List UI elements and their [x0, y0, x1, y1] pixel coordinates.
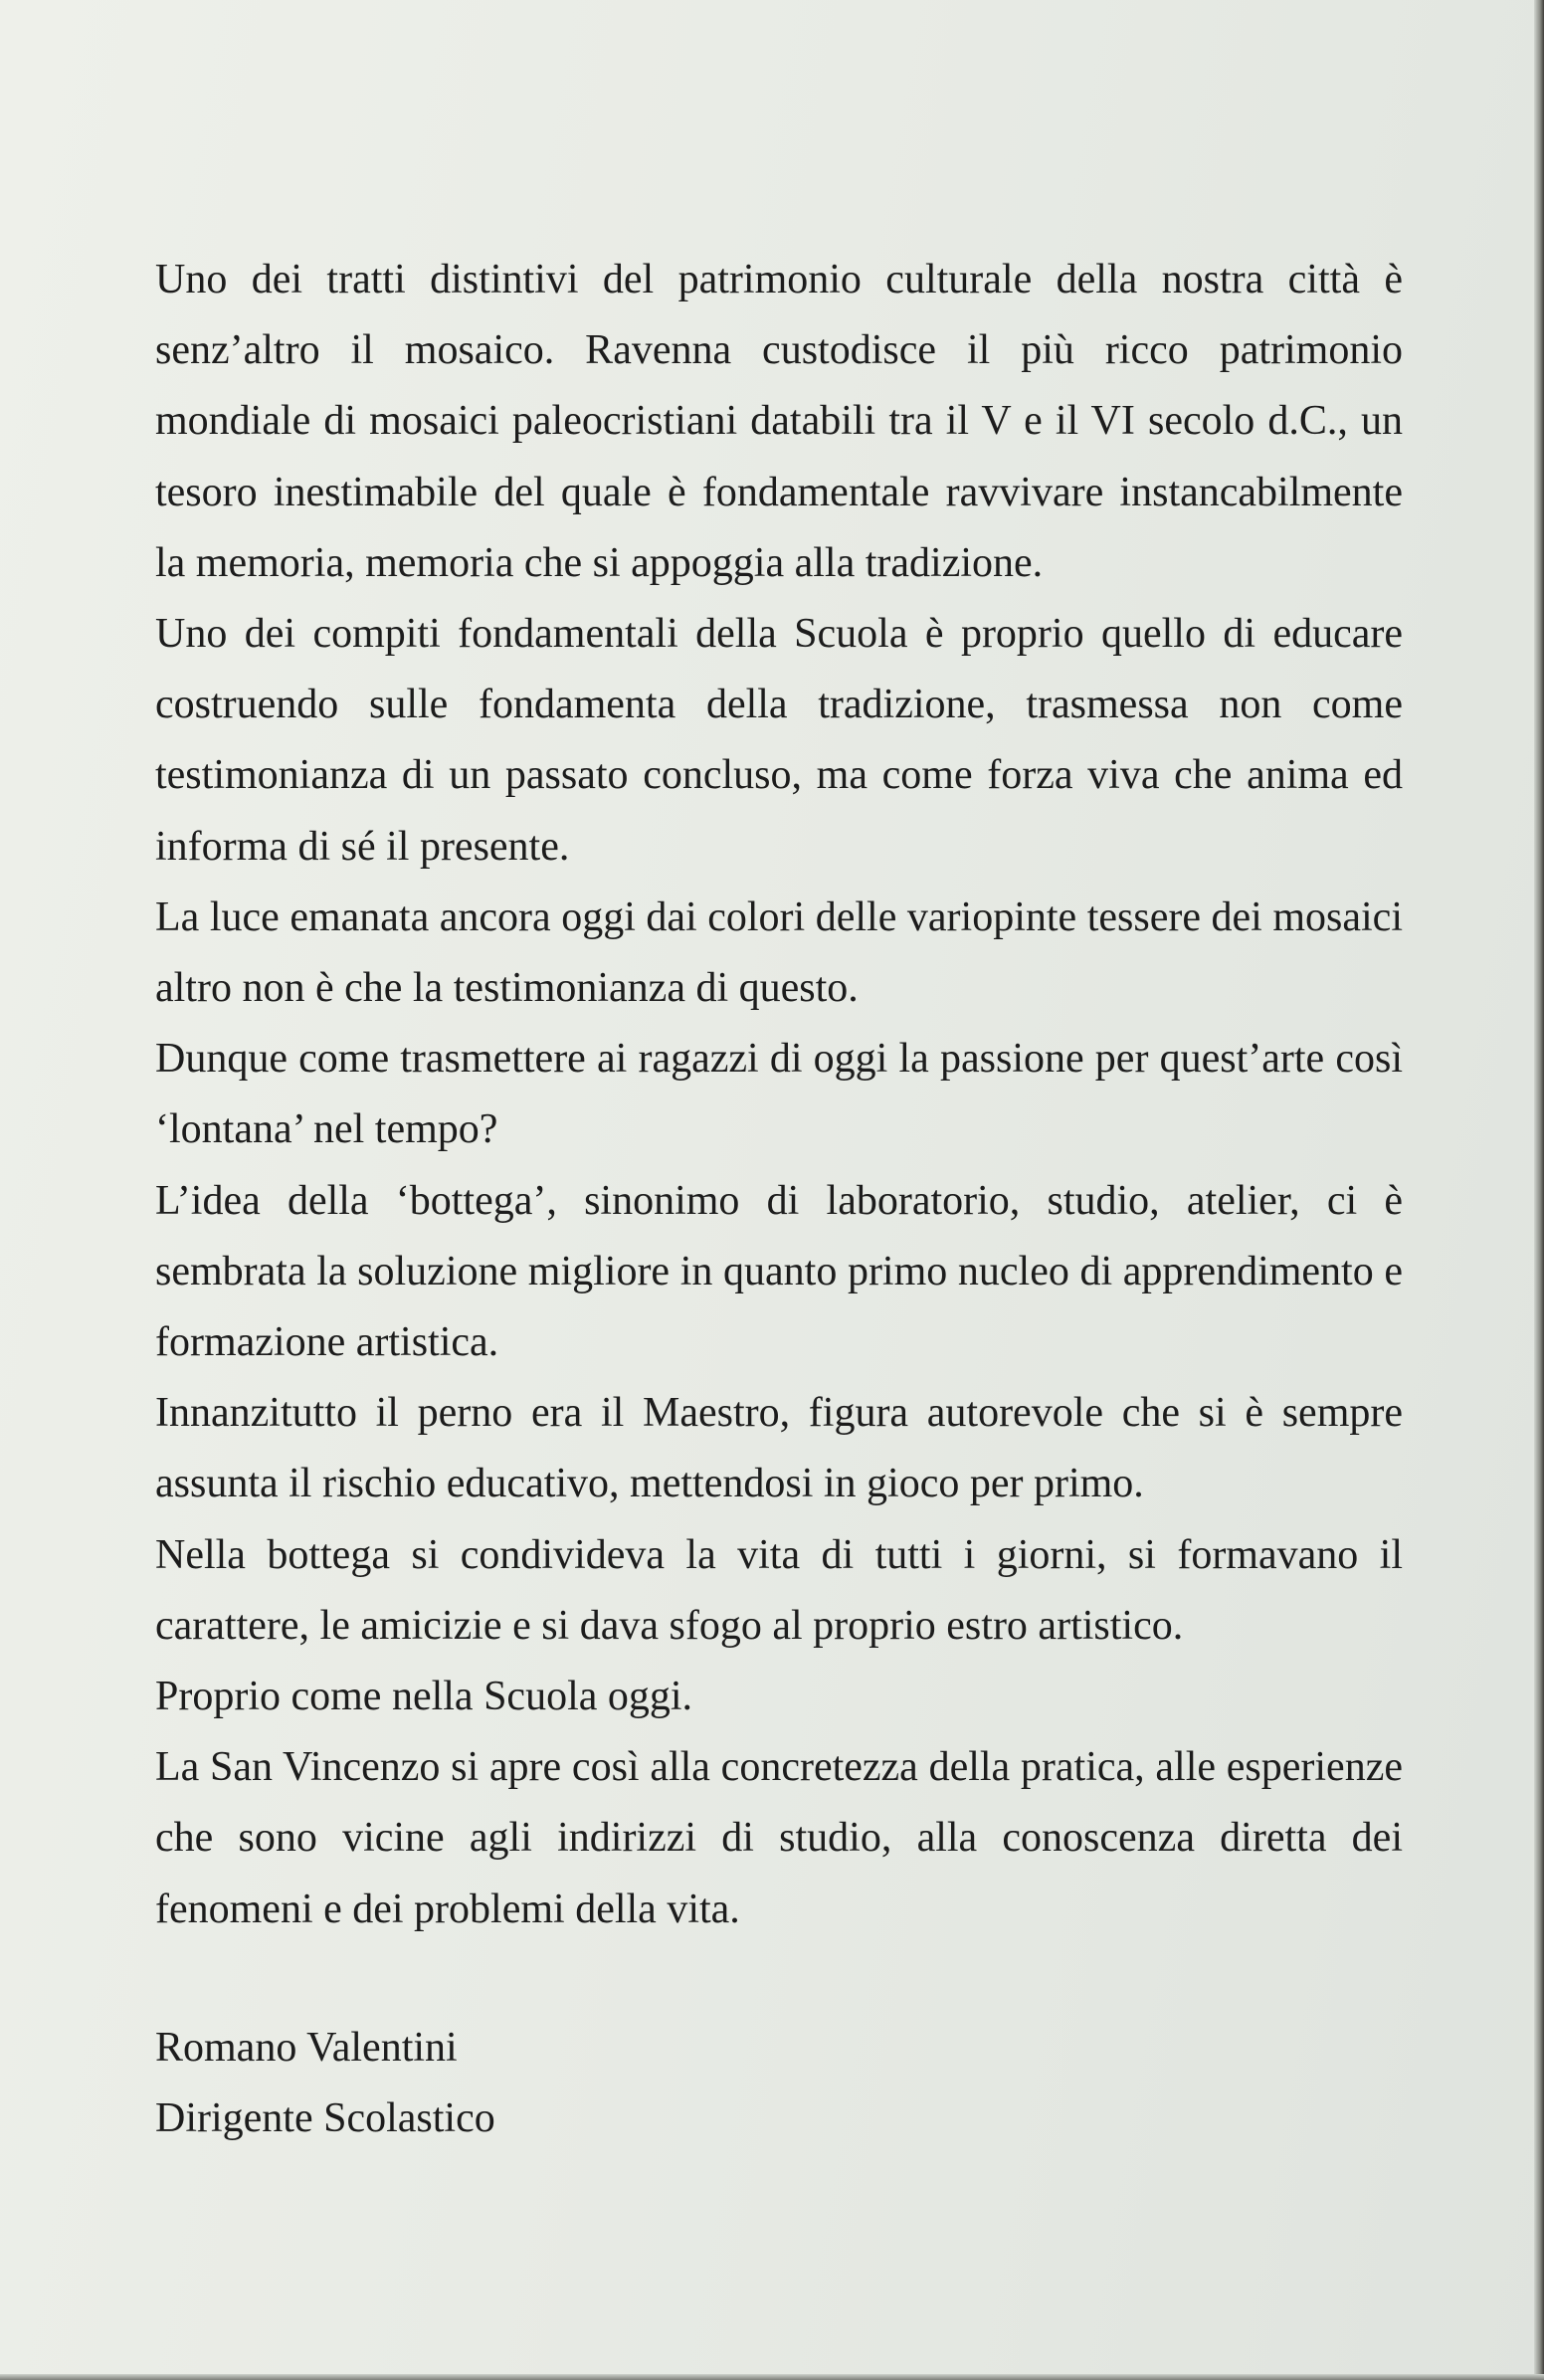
signature-block [155, 2013, 495, 2154]
paragraph: L’idea della ‘bottega’, sinonimo di laboratorio, studio, atelier, ci è sembrata la soluzione migliore in quanto primo nucleo di apprendimento e formazione artistica. [155, 1177, 1403, 1366]
paragraph: La San Vincenzo si apre così alla concretezza della pratica, alle esperienze che sono vicine agli indirizzi di studio, alla conoscenza diretta dei fenomeni e dei problemi della vita. [155, 1744, 1403, 1932]
paragraph: Uno dei tratti distintivi del patrimonio culturale della nostra città è senz’altro il mosaico. Ravenna custodisce il più ricco patrimonio mondiale di mosaici paleocristiani databili tra il V e il VI secolo d.C., un tesoro inestimabile del quale è fondamentale ravvivare instancabilmente la memoria, memoria che si appoggia alla tradizione. [155, 257, 1403, 586]
paragraph: Innanzitutto il perno era il Maestro, figura autorevole che si è sempre assunta il rischio educativo, mettendosi in gioco per primo. [155, 1390, 1403, 1507]
paragraph: Uno dei compiti fondamentali della Scuola è proprio quello di educare costruendo sulle fondamenta della tradizione, trasmessa non come testimonianza di un passato concluso, ma come forza viva che anima ed informa di sé il presente. [155, 611, 1403, 870]
body-text [155, 245, 1403, 1945]
paragraph: Proprio come nella Scuola oggi. [155, 1674, 693, 1720]
page-edge-shadow [1534, 0, 1544, 2380]
paragraph: La luce emanata ancora oggi dai colori delle variopinte tessere dei mosaici altro non è che la testimonianza di questo. [155, 893, 1403, 1012]
paragraph: Dunque come trasmettere ai ragazzi di oggi la passione per quest’arte così ‘lontana’ nel tempo? [155, 1036, 1403, 1153]
signature-role: Dirigente Scolastico [155, 2095, 495, 2142]
page-bottom-shadow [0, 2374, 1544, 2380]
signature-name: Romano Valentini [155, 2025, 458, 2071]
paragraph: Nella bottega si condivideva la vita di tutti i giorni, si formavano il carattere, le amicizie e si dava sfogo al proprio estro artistico. [155, 1531, 1403, 1649]
